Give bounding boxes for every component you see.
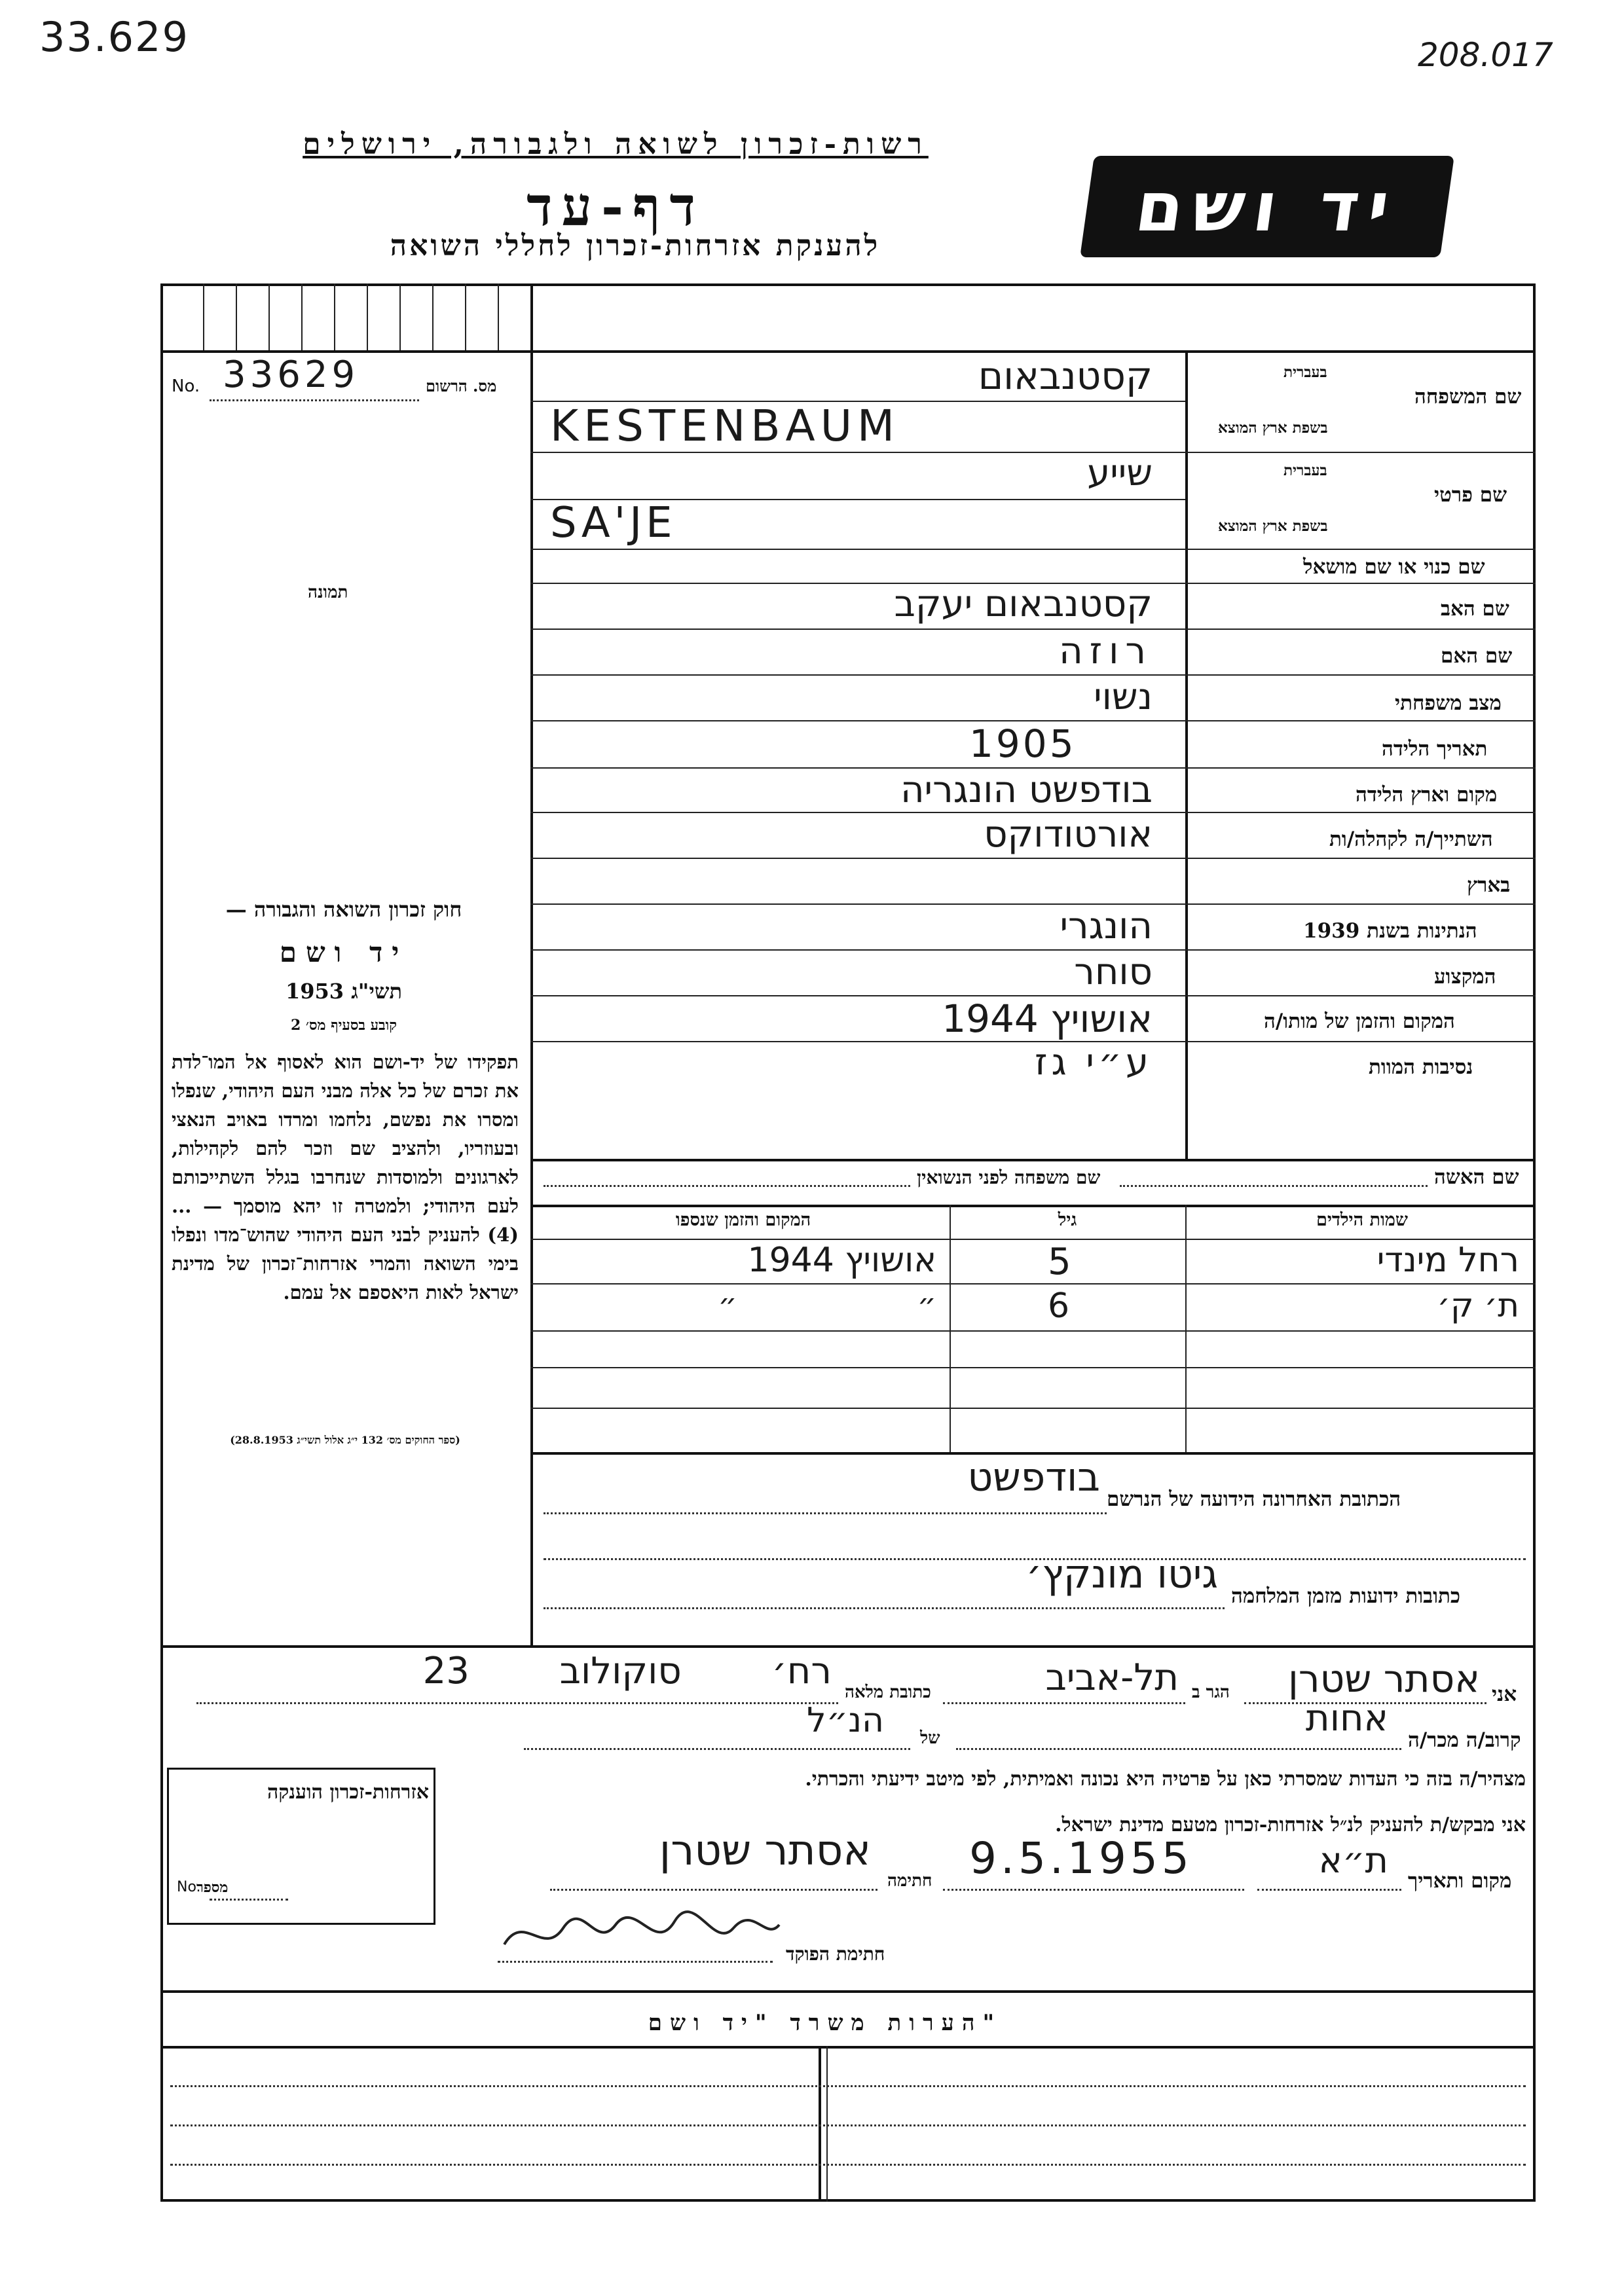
authority-title: רשות-זכרון לשואה ולגבורה, ירושלים (303, 128, 929, 161)
yad-vashem-logo: יד ושם (1080, 156, 1454, 257)
certificate-no-prefix: No. (177, 1879, 201, 1895)
signature-label: חתימה (887, 1871, 932, 1891)
child-2-age: 6 (1048, 1286, 1070, 1326)
mother-label: שם האם (1441, 644, 1513, 668)
law-clause: קובע בסעיף מס׳ 2 (290, 1017, 397, 1034)
wartime-address-label: כתובות ידועות מזמן המלחמה (1231, 1584, 1461, 1608)
first-name-hebrew-value: שייע (1087, 452, 1153, 494)
registration-label: מס. הרשום (426, 376, 497, 395)
profession-label: המקצוע (1434, 965, 1496, 989)
child-1-name: רחל מינדי (1376, 1241, 1519, 1280)
page-subtitle: להענקת אזרחות-זכרון לחללי השואה (390, 229, 881, 263)
wartime-address-value: גיטו מונקץ׳ (1025, 1552, 1218, 1597)
first-name-hebrew-label: בעברית (1283, 462, 1327, 479)
of-label: של (920, 1728, 940, 1748)
place-date-label: מקום ותאריך (1408, 1869, 1512, 1893)
birth-place-label: מקום וארץ הלידה (1356, 783, 1498, 807)
child-1-age: 5 (1048, 1241, 1071, 1283)
birth-date-value: 1905 (969, 721, 1077, 766)
surname-origin-label: בשפת ארץ המוצא (1218, 419, 1328, 437)
declaration-place: ת״א (1318, 1840, 1388, 1881)
birth-date-label: תאריך הלידה (1382, 737, 1488, 761)
page-title: דף-עד (526, 175, 705, 238)
citizenship-label: הנתינות בשנת 1939 (1303, 919, 1477, 943)
spouse-label: שם האשה (1434, 1165, 1519, 1189)
children-age-header: גיל (1058, 1210, 1077, 1230)
child-2-name: ת׳ ק׳ (1437, 1286, 1519, 1324)
children-place-header: המקום והזמן שנספו (675, 1210, 811, 1230)
relation-label: קרוב/ה מכר/ה (1408, 1728, 1521, 1752)
declarant-i-label: אני (1492, 1683, 1517, 1706)
law-name: יד ושם (279, 936, 409, 968)
archive-number: 33.629 (39, 13, 189, 61)
relation-value: אחות (1305, 1697, 1388, 1740)
mother-value: רוזה (1059, 630, 1153, 672)
surname-latin-value: KESTENBAUM (550, 401, 900, 451)
community-label: השתייך/ה לקהלה/ות (1329, 828, 1493, 851)
community-value: אורטודוקס (984, 813, 1153, 856)
law-text: תפקידו של יד-ושם הוא לאסוף אל המו־לדת את זכרם של כל אלה מבני העם היהודי, שנפלו ומסרו את נפשם, נלחמו ומרדו באויב הנאצי ובעוזריו, ולהציב שם וזכר להם לקהילות, לארגונים ולמוסדות שנחרבו בגלל השתייכותם לעם היהודי; ולמטרה זו יהא מוסמך — ... (4) להעניק לבני העם היהודי שהוש־מדו ונפלו בימי השואה והמרי אזרחות־זכרון של מדינת ישראל לאות היאספם אל עמם. (172, 1051, 519, 1303)
profession-value: סוחר (1074, 951, 1153, 993)
official-signature-scribble (498, 1905, 786, 1964)
first-name-origin-label: בשפת ארץ המוצא (1218, 517, 1328, 535)
declaration-date: 9.5.1955 (969, 1833, 1193, 1884)
declarant-name: אסתר שטרן (1288, 1656, 1480, 1701)
death-place-time-value: אושויץ 1944 (942, 996, 1153, 1041)
father-value: קסטנבאום יעקב (894, 583, 1153, 625)
law-source: (ספר החוקים מס׳ 132 י״ג אלול תשי״ג 28.8.1953) (230, 1434, 460, 1446)
citizenship-request: אני מבקש/ת להעניק לנ״ל אזרחות-זכרון מטעם מדינת ישראל. (1055, 1813, 1526, 1836)
child-2-place-time: ״ ״ (718, 1286, 936, 1322)
marital-status-label: מצב משפחתי (1395, 691, 1502, 715)
certificate-label: אזרחות-זכרון הוענקה (267, 1781, 429, 1804)
registration-number: 33629 (223, 354, 360, 396)
child-1-place-time: אושויץ 1944 (747, 1241, 936, 1280)
declarant-address: רח׳ סוקולוב 23 (422, 1650, 832, 1692)
of-value: הנ״ל (807, 1701, 884, 1740)
surname-hebrew-value: קסטנבאום (978, 354, 1153, 398)
registration-no-prefix: No. (172, 376, 200, 396)
country-label: בארץ (1467, 873, 1511, 897)
certificate-no-label: מספר (196, 1879, 229, 1896)
first-name-latin-value: SA'JE (550, 499, 676, 547)
surname-label: שם המשפחה (1414, 385, 1522, 409)
marital-status-value: נשוי (1094, 676, 1153, 718)
remarks-title: הערות משרד "יד ושם" (648, 2010, 1003, 2036)
resides-label: הגר ב (1192, 1683, 1230, 1702)
full-address-label: כתובת מלאה (845, 1683, 931, 1702)
official-signature-label: חתימת הפוקד (786, 1943, 885, 1965)
children-names-header: שמות הילדים (1316, 1210, 1409, 1230)
law-title: חוק זכרון השואה והגבורה — (225, 897, 462, 922)
surname-hebrew-label: בעברית (1283, 363, 1327, 381)
declarant-signature: אסתר שטרן (659, 1827, 871, 1875)
last-address-label: הכתובת האחרונה הידועה של הנרשם (1107, 1487, 1401, 1511)
last-address-value: בודפשט (967, 1455, 1100, 1501)
law-year: תשי"ג 1953 (286, 979, 402, 1004)
nickname-label: שם כנוי או שם מושאל (1303, 555, 1485, 579)
birth-place-value: בודפשט הונגריה (900, 769, 1153, 811)
first-name-label: שם פרטי (1434, 483, 1507, 507)
spouse-maiden-label: שם משפחה לפני הנשואין (917, 1167, 1101, 1188)
photo-label: תמונה (308, 583, 348, 602)
death-circumstances-label: נסיבות המוות (1369, 1055, 1473, 1079)
citizenship-value: הונגרי (1060, 905, 1153, 947)
declaration-statement: מצהיר/ה בזה כי העדות שמסרתי כאן על פרטיה היא נכונה ואמיתית, לפי מיטב ידיעתי והכרתי. (805, 1768, 1526, 1791)
death-place-time-label: המקום והזמן של מותו/ה (1264, 1010, 1455, 1033)
father-label: שם האב (1441, 597, 1509, 621)
declarant-city: תל-אביב (1045, 1656, 1179, 1699)
death-circumstances-value: ע״י גז (1035, 1041, 1153, 1084)
file-number: 208.017 (1418, 36, 1553, 74)
